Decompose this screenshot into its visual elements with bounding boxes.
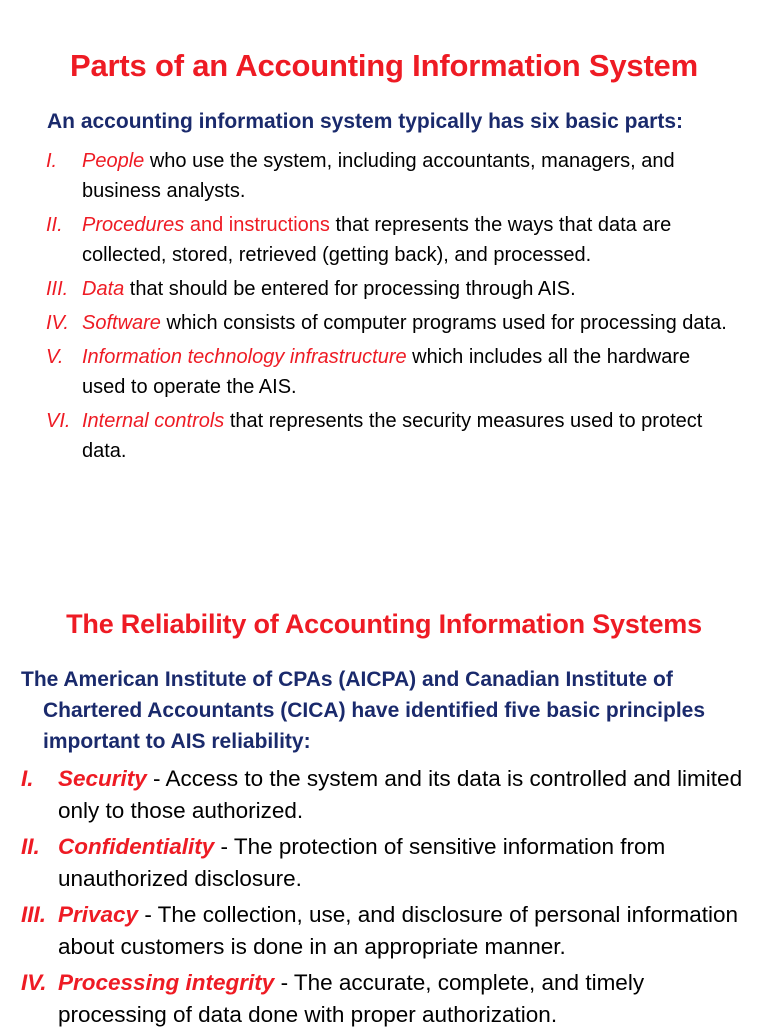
intro-line: The American Institute of CPAs (AICPA) and Canadian Institute of	[21, 668, 673, 691]
item-term: Internal controls	[82, 410, 225, 432]
item-number: II.	[21, 834, 40, 859]
item-term: Data	[82, 278, 125, 300]
item-text: which consists of computer programs used for processing data.	[160, 312, 727, 334]
slide-ais-reliability	[0, 585, 768, 1027]
slide-title: The Reliability of Accounting Information Systems	[66, 609, 702, 639]
item-term: Information technology infrastructure	[82, 346, 407, 368]
list-item	[21, 763, 751, 827]
list-item	[21, 967, 751, 1031]
item-number: IV.	[46, 312, 69, 334]
principles-list	[21, 763, 751, 1035]
item-number: V.	[46, 346, 64, 368]
item-text: that represents the security measures used to protect data.	[82, 410, 703, 462]
item-number: III.	[46, 278, 69, 300]
list-item	[21, 831, 751, 895]
list-item	[46, 210, 736, 270]
item-term: Confidentiality	[58, 834, 215, 859]
list-item	[46, 308, 736, 338]
slide-intro: An accounting information system typically has six basic parts:	[47, 110, 684, 133]
list-item	[46, 274, 736, 304]
slide-intro	[21, 664, 741, 757]
item-text: - The protection of sensitive information from unauthorized disclosure.	[58, 834, 666, 891]
item-text: that should be entered for processing through AIS.	[124, 278, 576, 300]
item-term: Procedures	[82, 214, 185, 236]
slide-title: Parts of an Accounting Information System	[70, 48, 698, 83]
item-number: I.	[46, 150, 58, 172]
parts-list	[46, 146, 736, 470]
list-item	[46, 146, 736, 206]
item-text: that represents the ways that data are collected, stored, retrieved (getting back), and processed.	[82, 214, 672, 266]
item-text: who use the system, including accountants, managers, and business analysts.	[82, 150, 675, 202]
item-term: Privacy	[58, 902, 139, 927]
list-item	[46, 406, 736, 466]
item-number: VI.	[46, 410, 71, 432]
item-number: III.	[21, 902, 47, 927]
item-term: Processing integrity	[58, 970, 275, 995]
item-term: Software	[82, 312, 161, 334]
item-number: II.	[46, 214, 63, 236]
item-number: IV.	[21, 970, 47, 995]
item-text: - Access to the system and its data is controlled and limited only to those authorized.	[58, 766, 743, 823]
item-text: - The collection, use, and disclosure of personal information about customers is done in an appropriate manner.	[58, 902, 738, 959]
list-item	[21, 899, 751, 963]
item-text: which includes all the hardware used to operate the AIS.	[82, 346, 691, 398]
item-term: People	[82, 150, 145, 172]
intro-continuation: Chartered Accountants (CICA) have identified five basic principles important to AIS reliability:	[43, 699, 706, 753]
item-term: Security	[58, 766, 147, 791]
item-text: - The accurate, complete, and timely processing of data done with proper authorization.	[58, 970, 645, 1027]
item-term-rest: and instructions	[184, 214, 330, 236]
list-item	[46, 342, 736, 402]
item-number: I.	[21, 766, 34, 791]
